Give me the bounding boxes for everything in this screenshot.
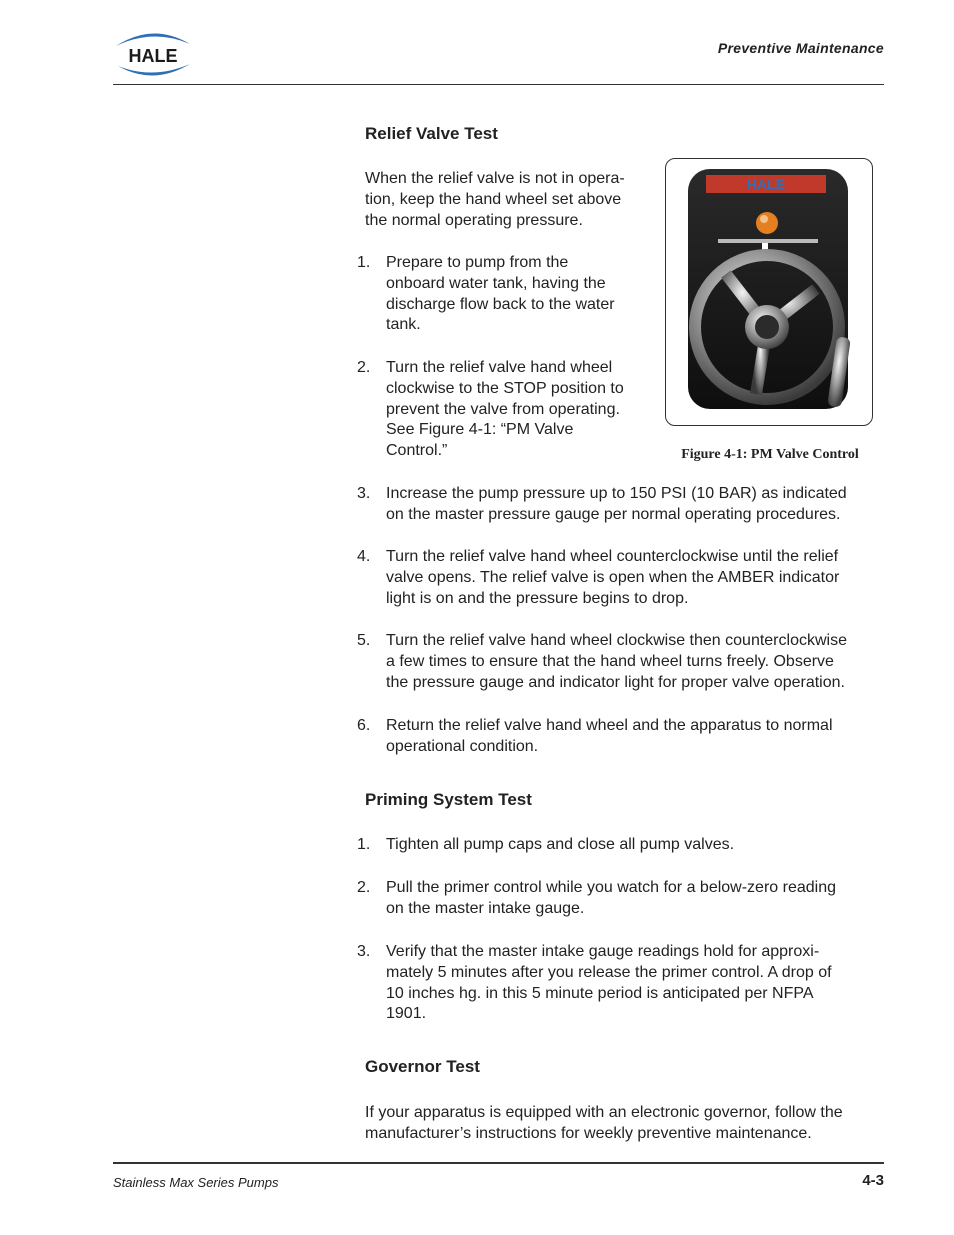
governor-heading: Governor Test [365,1057,480,1076]
footer-product-name: Stainless Max Series Pumps [113,1175,279,1190]
relief-intro: When the relief valve is not in opera- tion, keep the hand wheel set above the normal operating pressure. [365,170,625,229]
step-number: 2. [357,359,371,376]
logo-wordmark: HALE [128,46,178,66]
step-number: 5. [357,632,371,649]
running-header: Preventive Maintenance [717,40,884,56]
page-number: 4-3 [862,1172,884,1189]
step-number: 3. [357,943,371,960]
step-number: 2. [357,879,371,896]
hale-logo [110,26,196,84]
header-rule [113,84,884,85]
governor-body: If your apparatus is equipped with an electronic governor, follow the manufacturer’s instructions for weekly preventive maintenance. [365,1104,843,1142]
valve-control-illustration [666,159,872,425]
step-number: 1. [357,254,371,271]
step-number: 3. [357,485,371,502]
step-number: 1. [357,836,371,853]
figure-caption: Figure 4-1: PM Valve Control [681,447,859,462]
footer-rule [113,1162,884,1164]
photo-brand-text: HALE [746,176,786,192]
step-number: 4. [357,548,371,565]
relief-valve-heading: Relief Valve Test [365,124,498,143]
priming-system-heading: Priming System Test [365,790,532,809]
pm-valve-control-photo [665,158,873,426]
step-number: 6. [357,717,371,734]
